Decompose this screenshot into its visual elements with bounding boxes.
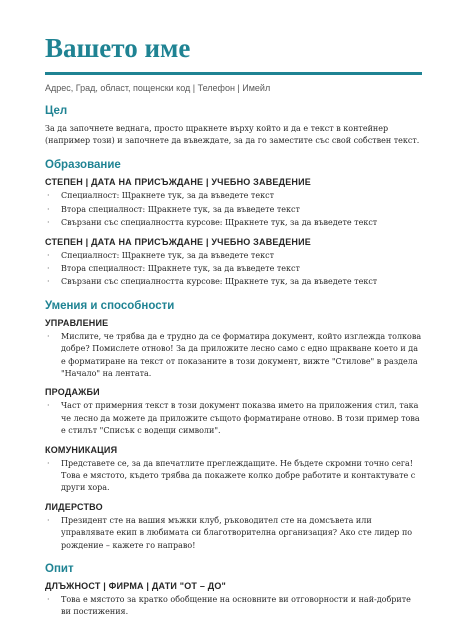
experience-list bbox=[45, 594, 422, 619]
skill-heading-sales[interactable]: ПРОДАЖБИ bbox=[45, 387, 100, 398]
bullet-icon: · bbox=[47, 594, 50, 604]
list-item-text: Представете се, за да впечатлите преглеждащите. Не бъдете скромни точно сега! Това е мястото, където трябва да покажете колко добре работите и контактувате с други хора. bbox=[61, 458, 416, 493]
list-item-text: Специалност: Щракнете тук, за да въведете текст bbox=[61, 191, 274, 201]
list-item-text: Това е мястото за кратко обобщение на основните ви отговорности и най-добрите ви постижения. bbox=[61, 594, 411, 617]
list-item[interactable] bbox=[45, 250, 422, 262]
objective-section bbox=[45, 105, 422, 148]
experience-section bbox=[45, 563, 422, 619]
list-item[interactable] bbox=[45, 217, 422, 229]
objective-text[interactable]: За да започнете веднага, просто щракнете върху който и да е текст в контейнер (например този) и започнете да въвеждате, за да го заместите със свой собствен текст. bbox=[45, 123, 420, 146]
list-item[interactable] bbox=[45, 515, 422, 552]
bullet-icon: · bbox=[47, 264, 50, 274]
title-divider bbox=[45, 72, 422, 75]
bullet-icon: · bbox=[47, 250, 50, 260]
experience-heading[interactable]: ДЛЪЖНОСТ | ФИРМА | ДАТИ "ОТ – ДО" bbox=[45, 580, 227, 591]
education-section bbox=[45, 159, 422, 288]
skill-list bbox=[45, 458, 422, 495]
education-entry-heading[interactable]: СТЕПЕН | ДАТА НА ПРИСЪЖДАНЕ | УЧЕБНО ЗАВЕДЕНИЕ bbox=[45, 177, 311, 188]
skills-section bbox=[45, 300, 422, 552]
list-item[interactable] bbox=[45, 458, 422, 495]
list-item-text: Втора специалност: Щракнете тук, за да въведете текст bbox=[61, 264, 300, 274]
list-item[interactable] bbox=[45, 331, 422, 381]
list-item[interactable] bbox=[45, 400, 422, 437]
education-entry-list bbox=[45, 190, 422, 229]
list-item[interactable] bbox=[45, 594, 422, 619]
resume-name[interactable]: Вашето име bbox=[45, 33, 191, 63]
skill-list bbox=[45, 331, 422, 381]
bullet-icon: · bbox=[47, 218, 50, 228]
skill-list bbox=[45, 400, 422, 437]
bullet-icon: · bbox=[47, 515, 50, 525]
skill-heading-leadership[interactable]: ЛИДЕРСТВО bbox=[45, 501, 103, 512]
list-item-text: Президент сте на вашия мъжки клуб, ръководител сте на домсъвета или управлявате екип в любимата си благотворителна организация? Ако сте лидер по рождение – кажете го направо! bbox=[61, 515, 413, 550]
skill-list bbox=[45, 515, 422, 552]
objective-title: Цел bbox=[45, 104, 68, 117]
bullet-icon: · bbox=[47, 458, 50, 468]
education-entry-list bbox=[45, 250, 422, 289]
education-title: Образование bbox=[45, 159, 121, 172]
list-item[interactable] bbox=[45, 276, 422, 288]
skills-title: Умения и способности bbox=[45, 299, 175, 312]
bullet-icon: · bbox=[47, 277, 50, 287]
bullet-icon: · bbox=[47, 204, 50, 214]
list-item-text: Мислите, че трябва да е трудно да се форматира документ, който изглежда толкова добре? Помислете отново! За да приложите лесно само с едно щракване което и да е форматиране на текст от показаните в този документ, вижте "Стилове" в раздела "Начало" на лентата. bbox=[61, 331, 422, 378]
education-entry-heading[interactable]: СТЕПЕН | ДАТА НА ПРИСЪЖДАНЕ | УЧЕБНО ЗАВЕДЕНИЕ bbox=[45, 236, 311, 247]
contact-line[interactable]: Адрес, Град, област, пощенски код | Телефон | Имейл bbox=[45, 82, 271, 93]
list-item[interactable] bbox=[45, 263, 422, 275]
skill-heading-communication[interactable]: КОМУНИКАЦИЯ bbox=[45, 444, 118, 455]
list-item[interactable] bbox=[45, 190, 422, 202]
bullet-icon: · bbox=[47, 331, 50, 341]
list-item-text: Свързани със специалността курсове: Щракнете тук, за да въведете текст bbox=[61, 277, 378, 287]
list-item-text: Втора специалност: Щракнете тук, за да въведете текст bbox=[61, 204, 300, 214]
skill-heading-management[interactable]: УПРАВЛЕНИЕ bbox=[45, 317, 109, 328]
list-item-text: Свързани със специалността курсове: Щракнете тук, за да въведете текст bbox=[61, 218, 378, 228]
list-item-text: Специалност: Щракнете тук, за да въведете текст bbox=[61, 250, 274, 260]
list-item-text: Част от примерния текст в този документ показва името на приложения стил, така че лесно да можете да приложите същото форматиране отново. В този пример това е стилът "Списък с водещи символи". bbox=[61, 401, 420, 436]
bullet-icon: · bbox=[47, 191, 50, 201]
list-item[interactable] bbox=[45, 204, 422, 216]
bullet-icon: · bbox=[47, 401, 50, 411]
experience-title: Опит bbox=[45, 562, 74, 575]
